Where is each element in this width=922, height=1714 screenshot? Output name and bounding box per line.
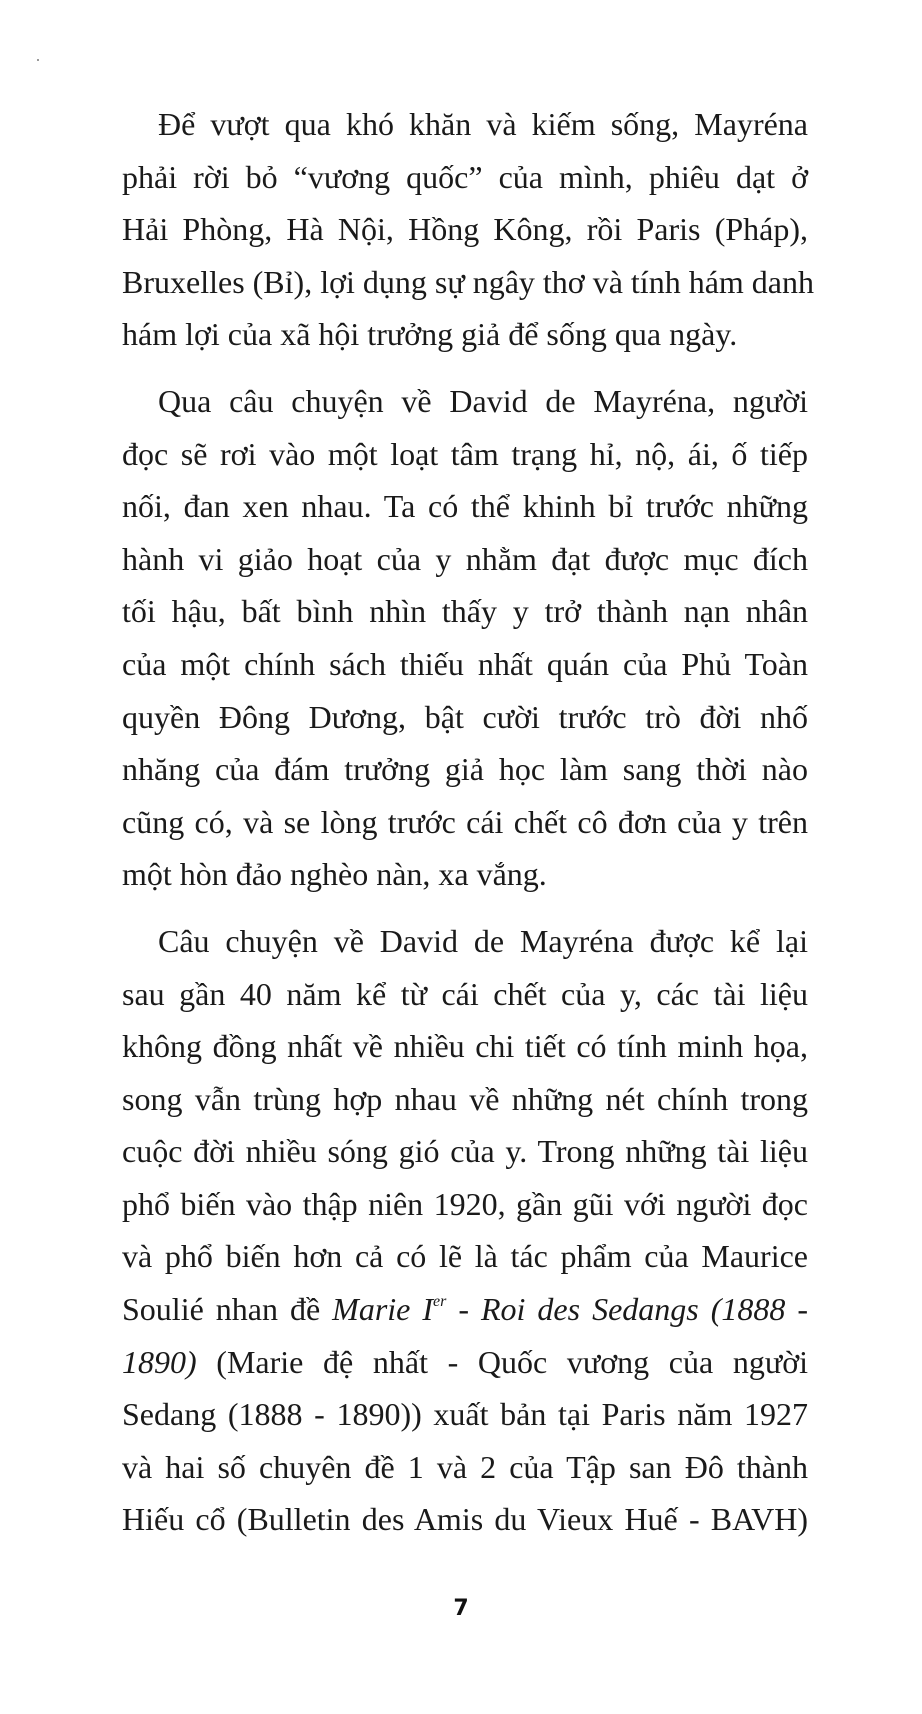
text-line: Qua câu chuyện về David de Mayréna, người	[158, 382, 808, 419]
text-line: tối hậu, bất bình nhìn thấy y trở thành nạn nhân	[122, 593, 808, 630]
text-line: đọc sẽ rơi vào một loạt tâm trạng hỉ, nộ, ái, ố tiếp	[122, 435, 808, 472]
paragraph-gap	[122, 901, 808, 915]
superscript: er	[433, 1293, 447, 1311]
book-title-italic: 1890)	[122, 1343, 197, 1380]
text-line: phổ biến vào thập niên 1920, gần gũi với người đọc	[122, 1185, 808, 1222]
text-line: phải rời bỏ “vương quốc” của mình, phiêu dạt ở	[122, 158, 808, 195]
text-line: song vẫn trùng hợp nhau về những nét chính trong	[122, 1080, 808, 1117]
text-line: và hai số chuyên đề 1 và 2 của Tập san Đô thành	[122, 1448, 808, 1485]
text-line: không đồng nhất về nhiều chi tiết có tính minh họa,	[122, 1028, 808, 1065]
scan-speck	[37, 59, 39, 61]
text-line: Bruxelles (Bỉ), lợi dụng sự ngây thơ và tính hám danh	[122, 263, 814, 300]
text-line: nối, đan xen nhau. Ta có thể khinh bỉ trước những	[122, 488, 808, 525]
book-title-italic: - Roi des Sedangs (1888 -	[446, 1291, 809, 1328]
text-run: Soulié nhan đề	[122, 1291, 333, 1328]
paragraph-1	[122, 98, 814, 361]
text-line: Câu chuyện về David de Mayréna được kể lại	[158, 922, 808, 959]
text-line: sau gần 40 năm kể từ cái chết của y, các tài liệu	[122, 975, 808, 1012]
text-line: cũng có, và se lòng trước cái chết cô đơn của y trên	[122, 803, 808, 840]
book-title-line	[122, 1283, 808, 1336]
text-line: của một chính sách thiếu nhất quán của Phủ Toàn	[122, 645, 808, 682]
text-line: Sedang (1888 - 1890)) xuất bản tại Paris năm 1927	[122, 1396, 808, 1433]
text-line: hám lợi của xã hội trưởng giả để sống qua ngày.	[122, 316, 738, 353]
text-line: Hải Phòng, Hà Nội, Hồng Kông, rồi Paris (Pháp),	[122, 211, 808, 248]
text-line: quyền Đông Dương, bật cười trước trò đời nhố	[122, 698, 808, 735]
body-text	[122, 98, 814, 1546]
text-line: Hiếu cổ (Bulletin des Amis du Vieux Huế - BAVH)	[122, 1501, 808, 1538]
paragraph-gap	[122, 361, 808, 375]
text-line: và phổ biến hơn cả có lẽ là tác phẩm của Maurice	[122, 1238, 808, 1275]
paragraph-3	[122, 915, 808, 1546]
text-line: một hòn đảo nghèo nàn, xa vắng.	[122, 856, 547, 893]
text-line: Để vượt qua khó khăn và kiếm sống, Mayréna	[158, 106, 808, 142]
text-line: cuộc đời nhiều sóng gió của y. Trong những tài liệu	[122, 1133, 808, 1170]
text-line: nhăng của đám trưởng giả học làm sang thời nào	[122, 751, 808, 788]
book-title-line-2	[122, 1336, 808, 1389]
text-run: (Marie đệ nhất - Quốc vương của người	[196, 1343, 808, 1380]
page-number: 7	[453, 1596, 469, 1621]
book-title-italic: Marie I	[332, 1291, 434, 1328]
text-line: hành vi giảo hoạt của y nhằm đạt được mục đích	[122, 540, 808, 577]
paragraph-2	[122, 375, 808, 901]
